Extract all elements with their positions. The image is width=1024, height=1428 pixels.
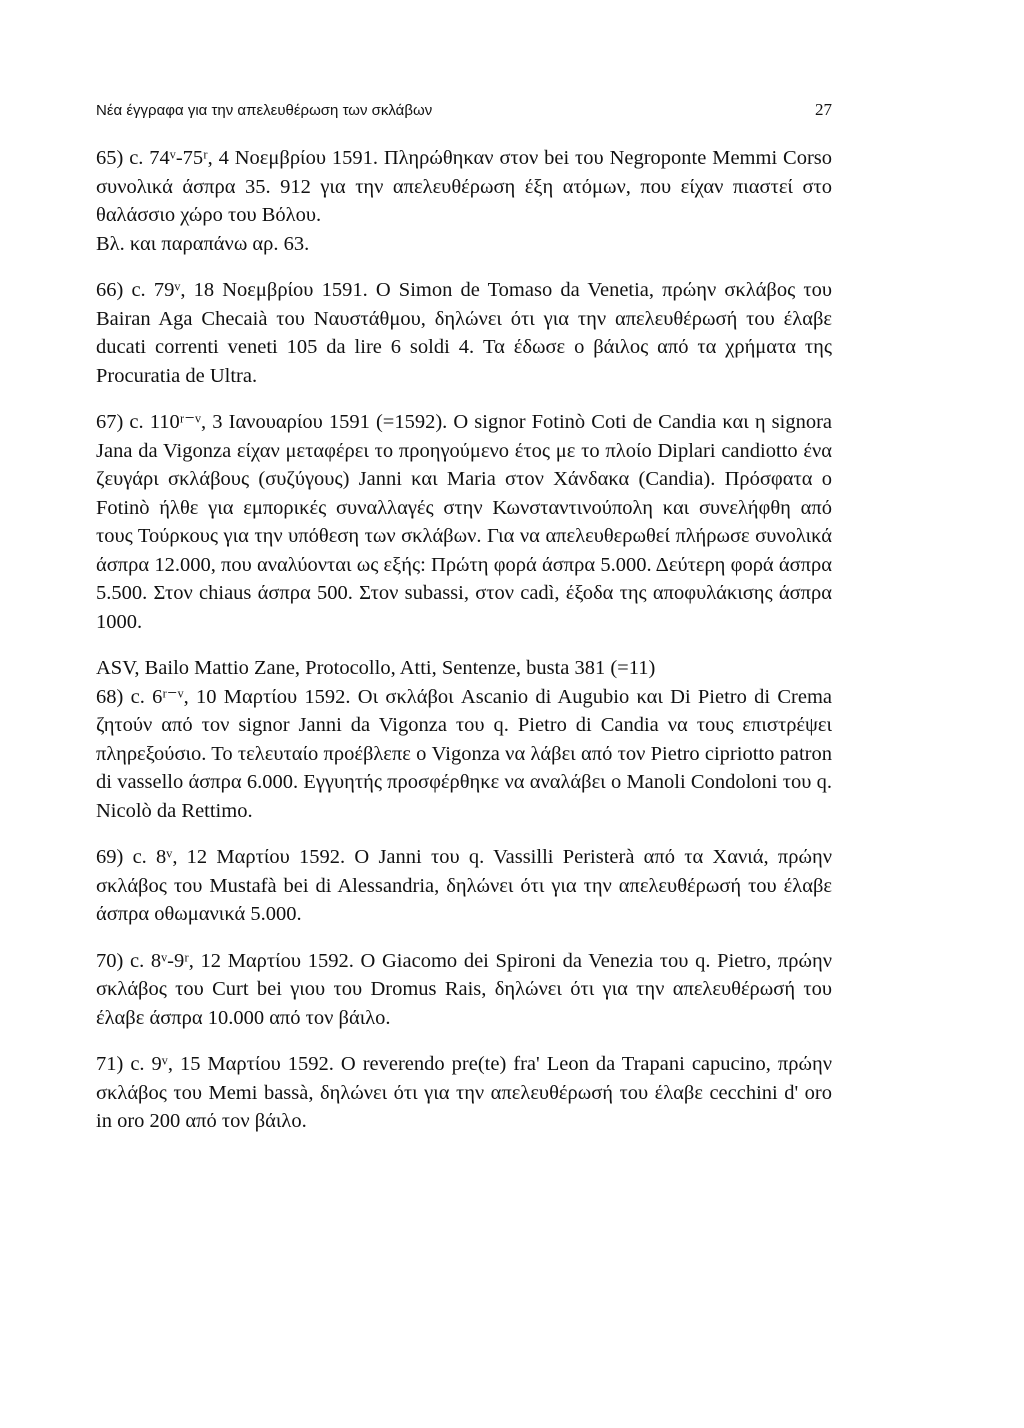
- entry-70: [96, 947, 832, 1033]
- entry-69: [96, 843, 832, 929]
- archival-source: ASV, Bailo Mattio Zane, Protocollo, Atti, Sentenze, busta 381 (=11): [96, 657, 656, 679]
- entry-71-text: 71) c. 9ᵛ, 15 Μαρτίου 1592. O reverendo pre(te) fra' Leon da Trapani capucino, πρώην σκλάβος του Memi bassà, δηλώνει ότι για την απελευθέρωσή του έλαβε cecchini d' oro in oro 200 από τον βάιλο.: [96, 1053, 832, 1132]
- entry-68-text: 68) c. 6ʳ⁻ᵛ, 10 Μαρτίου 1592. Οι σκλάβοι Ascanio di Augubio και Di Pietro di Crema ζητούν από τον signor Janni da Vigonza του q. Pietro di Candia να τους επιστρέψει πληρεξούσιο. Το τελευταίο προέβλεπε ο Vigonza να λάβει από τον Pietro cipriotto patron di vassello άσπρα 6.000. Εγγυητής προσφέρθηκε να αναλάβει ο Manoli Condoloni του q. Nicolò da Rettimo.: [96, 685, 832, 822]
- entry-65: [96, 144, 832, 258]
- entry-65-text: 65) c. 74ᵛ-75ʳ, 4 Νοεμβρίου 1591. Πληρώθηκαν στον bei του Negroponte Memmi Corso συνολικά άσπρα 35. 912 για την απελευθέρωση έξη ατόμων, που είχαν πιαστεί στο θαλάσσιο χώρο του Βόλου.: [96, 147, 832, 226]
- entry-67-text: 67) c. 110ʳ⁻ᵛ, 3 Ιανουαρίου 1591 (=1592). O signor Fotinò Coti de Candia και η signora Jana da Vigonza είχαν μεταφέρει το προηγούμενο έτος με το πλοίο Diplari candiotto ένα ζευγάρι σκλάβους (συζύγους) Janni και Maria στον Χάνδακα (Candia). Πρόσφατα ο Fotinò ήλθε για εμπορικές συναλλαγές στην Κωνσταντινούπολη και συνελήφθη από τους Τούρκους για την υπόθεση των σκλάβων. Για να απελευθερωθεί πλήρωσε συνολικά άσπρα 12.000, που αναλύονται ως εξής: Πρώτη φορά άσπρα 5.000. Δεύτερη φορά άσπρα 5.500. Στον chiaus άσπρα 500. Στον subassi, στον cadì, έξοδα της αποφυλάκισης άσπρα 1000.: [96, 411, 832, 633]
- entry-65-crossref: Βλ. και παραπάνω αρ. 63.: [96, 232, 310, 255]
- document-page: [96, 100, 832, 1154]
- entry-68: [96, 654, 832, 825]
- entry-66-text: 66) c. 79ᵛ, 18 Νοεμβρίου 1591. O Simon de Tomaso da Venetia, πρώην σκλάβος του Bairan Aga Checaià του Ναυστάθμου, δηλώνει ότι για την απελευθέρωσή του έλαβε ducati correnti veneti 105 da lire 6 soldi 4. Τα έδωσε ο βάιλος από τα χρήματα της Procuratia de Ultra.: [96, 279, 832, 387]
- entry-71: [96, 1050, 832, 1136]
- entry-66: [96, 276, 832, 390]
- entry-70-text: 70) c. 8ᵛ-9ʳ, 12 Μαρτίου 1592. O Giacomo dei Spironi da Venezia του q. Pietro, πρώην σκλάβος του Curt bei γιου του Dromus Rais, δηλώνει ότι για την απελευθέρωσή του έλαβε άσπρα 10.000 από τον βάιλο.: [96, 949, 832, 1029]
- running-title: Νέα έγγραφα για την απελευθέρωση των σκλάβων: [96, 102, 433, 119]
- page-number: 27: [815, 100, 832, 119]
- entry-67: [96, 408, 832, 636]
- entry-69-text: 69) c. 8ᵛ, 12 Μαρτίου 1592. O Janni του q. Vassilli Peristerà από τα Χανιά, πρώην σκλάβος του Mustafà bei di Alessandria, δηλώνει ότι για την απελευθέρωσή του έλαβε άσπρα οθωμανικά 5.000.: [96, 846, 832, 925]
- running-header: [96, 100, 832, 120]
